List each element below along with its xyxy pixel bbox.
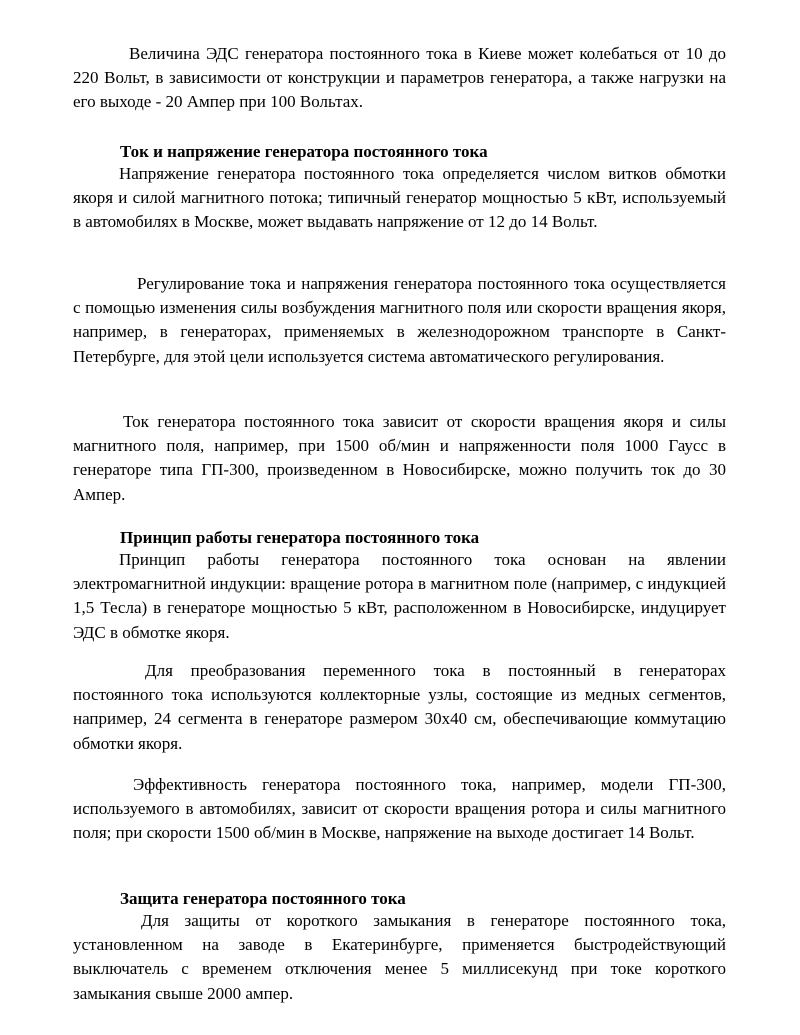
heading-current-voltage: Ток и напряжение генератора постоянного тока	[120, 142, 488, 161]
heading-protection: Защита генератора постоянного тока	[120, 889, 406, 908]
paragraph-voltage-definition: Напряжение генератора постоянного тока определяется числом витков обмотки якоря и силой магнитного потока; типичный генератор мощностью 5 кВт, используемый в автомобилях в Москве, может выдавать напряжение от 12 до 14 Вольт.	[73, 164, 726, 232]
paragraph-emf-range: Величина ЭДС генератора постоянного тока в Киеве может колебаться от 10 до 220 Вольт, в зависимости от конструкции и параметров генератора, а также нагрузки на его выходе - 20 Ампер при 100 Вольтах.	[73, 44, 726, 112]
paragraph-regulation: Регулирование тока и напряжения генератора постоянного тока осуществляется с помощью изменения силы возбуждения магнитного поля или скорости вращения якоря, например, в генераторах, применяемых в железнодорожном транспорте в Санкт-Петербурге, для этой цели используется система автоматического регулирования.	[73, 274, 726, 366]
paragraph-commutator: Для преобразования переменного тока в постоянный в генераторах постоянного тока используются коллекторные узлы, состоящие из медных сегментов, например, 24 сегмента в генераторе размером 30x40 см, обеспечивающие коммутацию обмотки якоря.	[73, 661, 726, 753]
paragraph-induction: Принцип работы генератора постоянного тока основан на явлении электромагнитной индукции: вращение ротора в магнитном поле (например, с индукцией 1,5 Тесла) в генераторе мощностью 5 кВт, расположенном в Новосибирске, индуцирует ЭДС в обмотке якоря.	[73, 550, 726, 642]
paragraph-short-circuit: Для защиты от короткого замыкания в генераторе постоянного тока, установленном на заводе в Екатеринбурге, применяется быстродействующий выключатель с временем отключения менее 5 миллисекунд при токе короткого замыкания свыше 2000 ампер.	[73, 911, 726, 1003]
paragraph-efficiency: Эффективность генератора постоянного тока, например, модели ГП-300, используемого в автомобилях, зависит от скорости вращения ротора и силы магнитного поля; при скорости 1500 об/мин в Москве, напряжение на выходе достигает 14 Вольт.	[73, 775, 726, 843]
paragraph-current-dependence: Ток генератора постоянного тока зависит от скорости вращения якоря и силы магнитного поля, например, при 1500 об/мин и напряженности поля 1000 Гаусс в генераторе типа ГП-300, произведенном в Новосибирске, можно получить ток до 30 Ампер.	[73, 412, 726, 504]
heading-operating-principle: Принцип работы генератора постоянного тока	[120, 528, 480, 547]
